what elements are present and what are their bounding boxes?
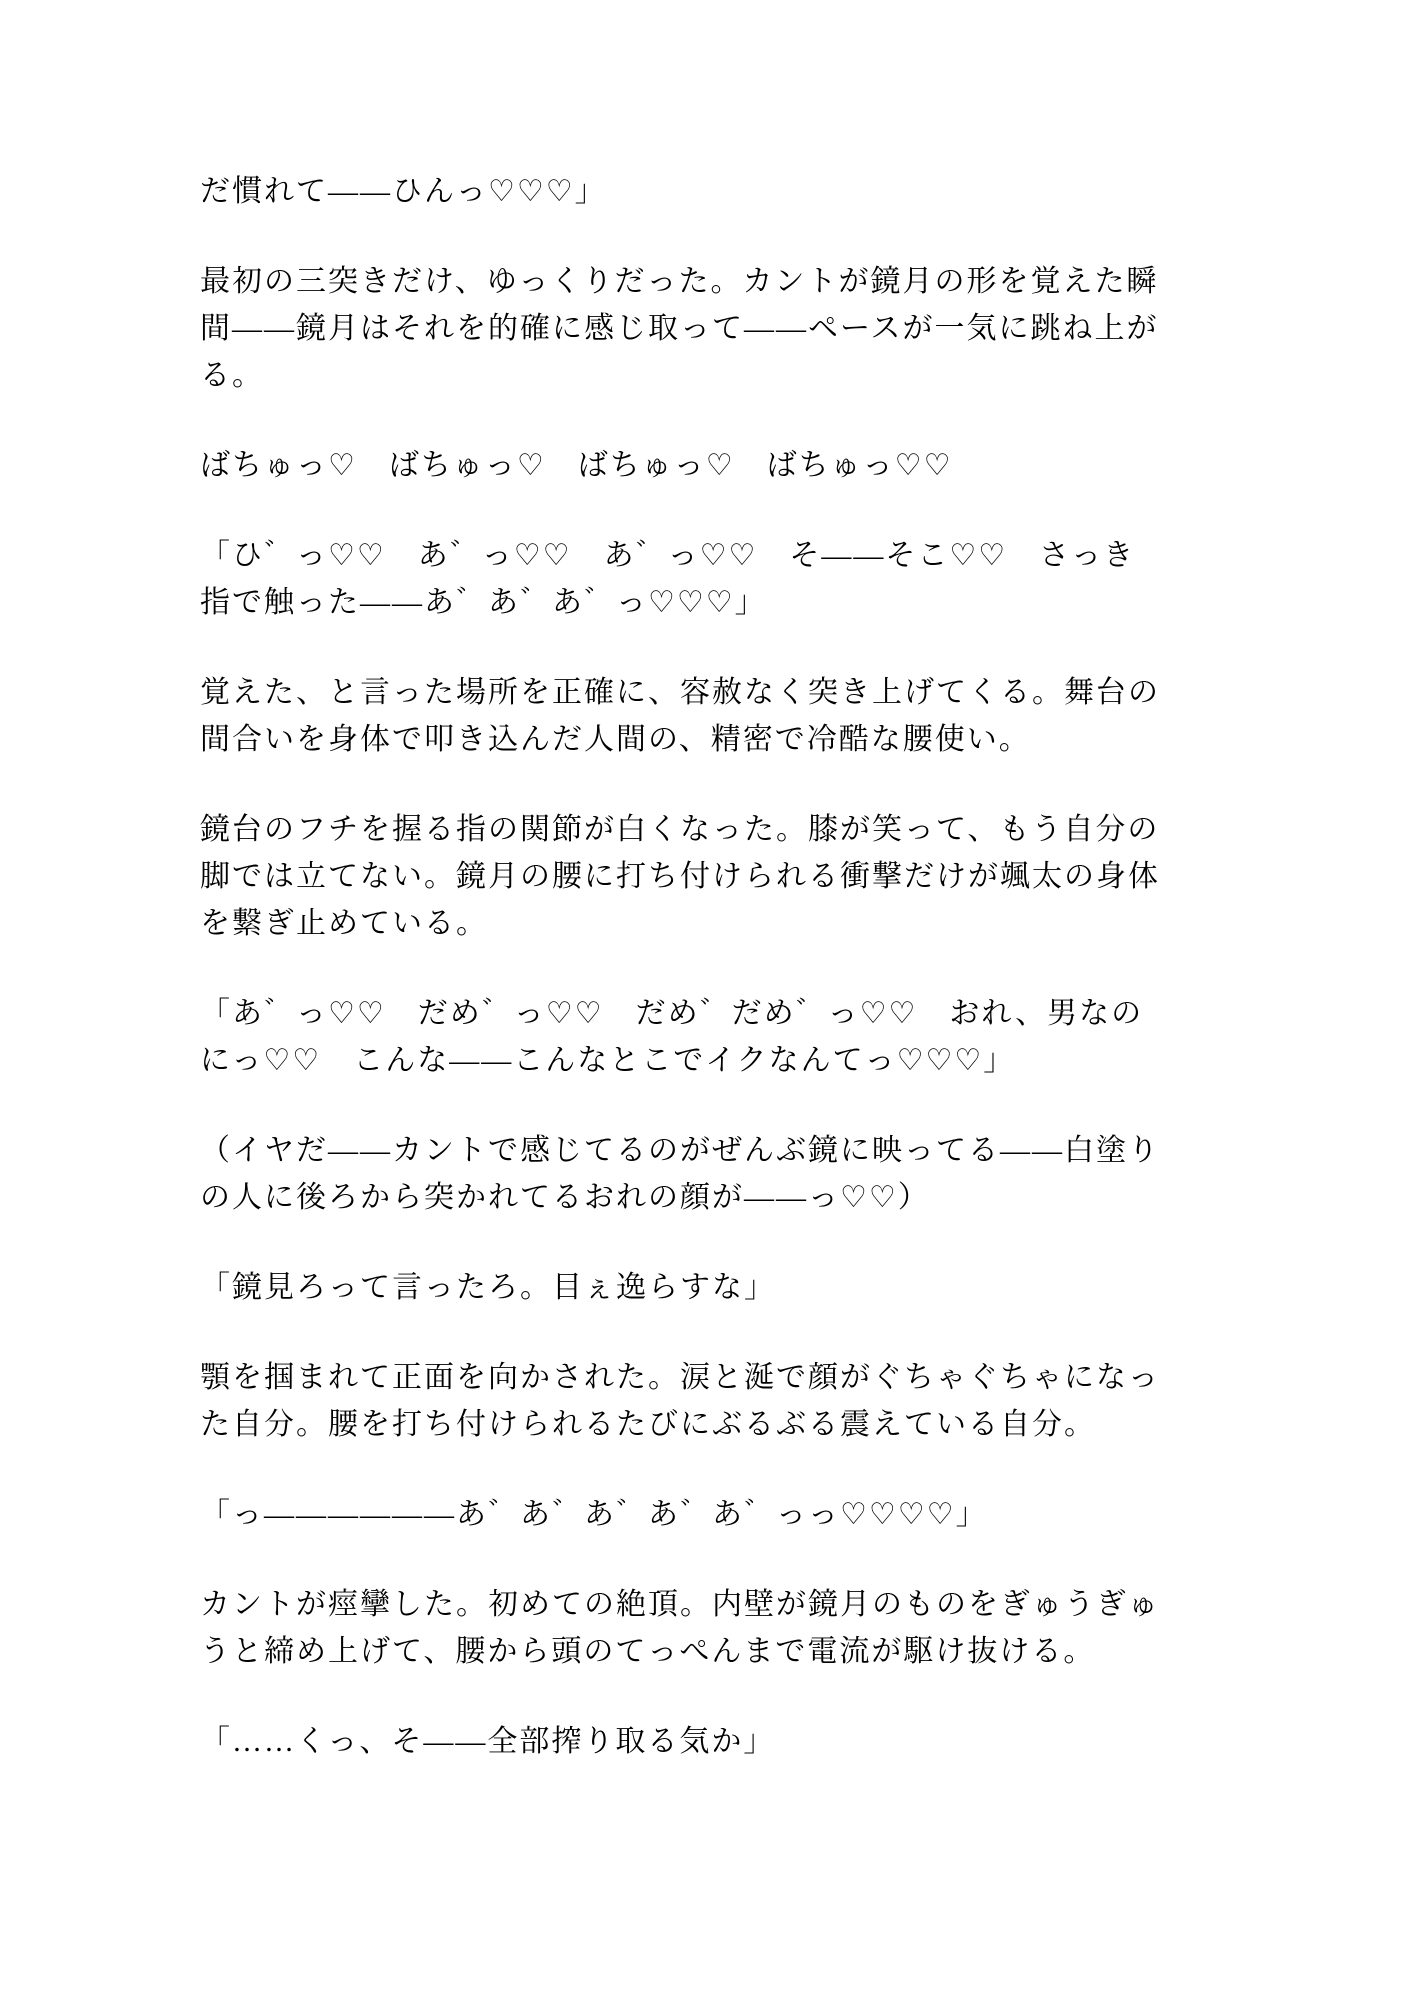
- paragraph: 「鏡見ろって言ったろ。目ぇ逸らすな」: [200, 1271, 776, 1304]
- paragraph: だ慣れて――ひんっ♡♡♡」: [200, 175, 607, 208]
- paragraph: 顎を掴まれて正面を向かされた。涙と涎で顔がぐちゃぐちゃになった自分。腰を打ち付けられるたびにぶるぶる震えている自分。: [200, 1361, 1160, 1441]
- text-column: [200, 168, 1165, 1765]
- paragraph: 覚えた、と言った場所を正確に、容赦なく突き上げてくる。舞台の間合いを身体で叩き込んだ人間の、精密で冷酷な腰使い。: [200, 676, 1160, 756]
- paragraph: 「……くっ、そ――全部搾り取る気か」: [200, 1725, 776, 1758]
- paragraph: カントが痙攣した。初めての絶頂。内壁が鏡月のものをぎゅうぎゅうと締め上げて、腰から頭のてっぺんまで電流が駆け抜ける。: [200, 1588, 1160, 1668]
- paragraph: 鏡台のフチを握る指の関節が白くなった。膝が笑って、もう自分の脚では立てない。鏡月の腰に打ち付けられる衝撃だけが颯太の身体を繋ぎ止めている。: [200, 813, 1160, 940]
- paragraph: 「ひ゛っ♡♡ あ゛っ♡♡ あ゛っ♡♡ そ――そこ♡♡ さっき指で触った――あ゛あ゛あ゛っ♡♡♡」: [200, 539, 1136, 619]
- paragraph: 「あ゛っ♡♡ だめ゛っ♡♡ だめ゛だめ゛っ♡♡ おれ、男なのにっ♡♡ こんな――こんなとこでイクなんてっ♡♡♡」: [200, 997, 1144, 1077]
- paragraph: ばちゅっ♡ ばちゅっ♡ ばちゅっ♡ ばちゅっ♡♡: [200, 449, 953, 482]
- paragraph: （イヤだ――カントで感じてるのがぜんぶ鏡に映ってる――白塗りの人に後ろから突かれてるおれの顔が――っ♡♡）: [200, 1134, 1160, 1214]
- paragraph: 「っ――――――あ゛あ゛あ゛あ゛あ゛っっ♡♡♡♡」: [200, 1498, 988, 1531]
- paragraph: 最初の三突きだけ、ゆっくりだった。カントが鏡月の形を覚えた瞬間――鏡月はそれを的確に感じ取って――ペースが一気に跳ね上がる。: [200, 265, 1159, 392]
